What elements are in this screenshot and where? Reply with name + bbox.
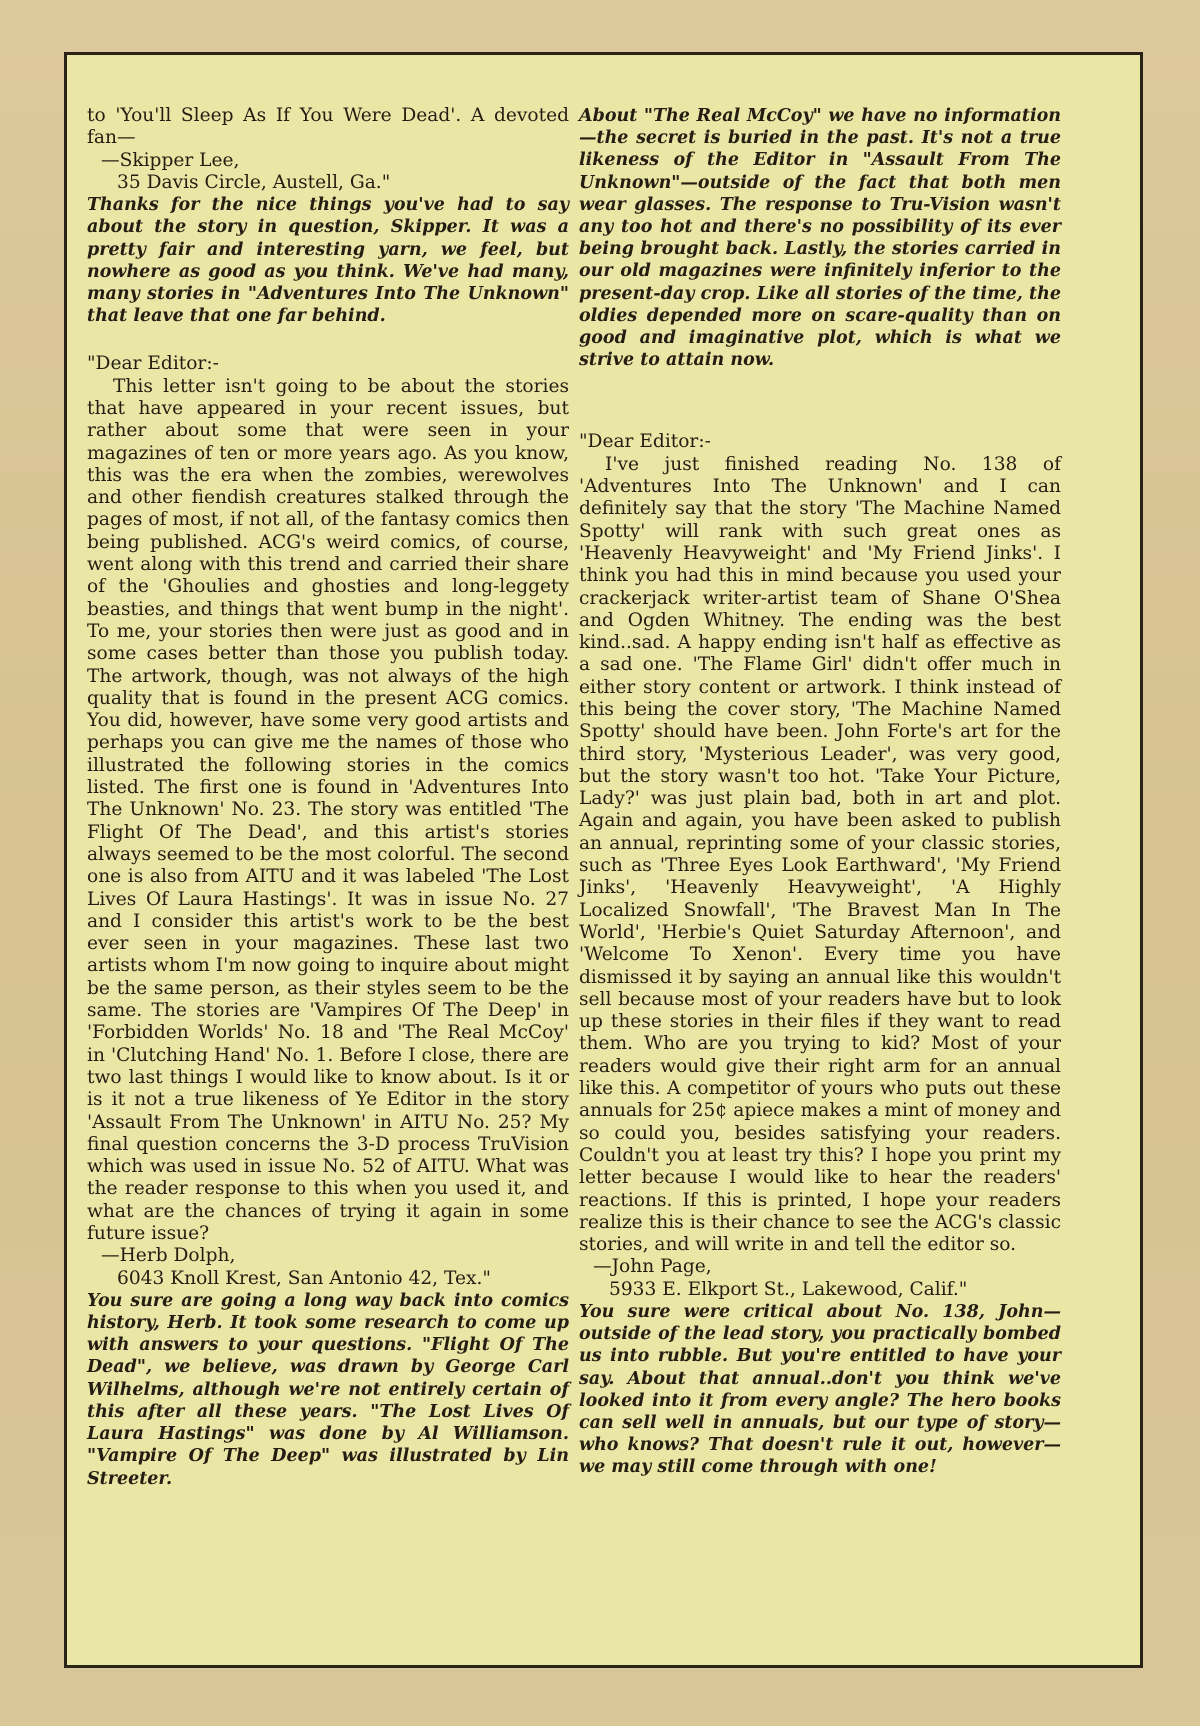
letter-signature: —Herb Dolph,	[101, 1245, 236, 1267]
letter-body: This letter isn't going to be about the stories that have appeared in your recent issues, but rather about some that were seen in your magazines of ten or more years ago. As you know, this was the era when the zombies, werewolves and other fiendish creatures stalked through the pages of most, if not all, of the fantasy comics then being published. ACG's weird comics, of course, went along with this trend and carried their share of the 'Ghoulies and ghosties and long-leggety beasties, and things that went bump in the night'. To me, your stories then were just as good and in some cases better than those you publish today. The artwork, though, was not always of the high quality that is found in the present ACG comics. You did, however, have some very good artists and perhaps you can give me the names of those who illustrated the following stories in the comics listed. The first one is found in 'Adventures Into The Unknown' No. 23. The story was entitled 'The Flight Of The Dead', and this artist's stories always seemed to be the most colorful. The second one is also from AITU and it was labeled 'The Lost Lives Of Laura Hastings'. It was in issue No. 27 and I consider this artist's work to be the best ever seen in your magazines. These last two artists whom I'm now going to inquire about might be the same person, as their styles seem to be the same. The stories are 'Vampires Of The Deep' in 'Forbidden Worlds' No. 18 and 'The Real McCoy' in 'Clutching Hand' No. 1. Before I close, there are two last things I would like to know about. Is it or is it not a true likeness of Ye Editor in the story 'Assault From The Unknown' in AITU No. 25? My final question concerns the 3-D process TruVision which was used in issue No. 52 of AITU. What was the reader response to this when you used it, and what are the chances of trying it again in some future issue?	[87, 375, 569, 1244]
editor-reply-continued: About "The Real McCoy" we have no information—the secret is buried in the past. It's not a true likeness of the Editor in "Assault From The Unknown"—outside of the fact that both men wear glasses. The response to Tru-Vision wasn't any too hot and there's no possibility of its ever being brought back. Lastly, the stories carried in our old magazines were infinitely inferior to the present-day crop. Like all stories of the time, the oldies depended more on scare-quality than on good and imaginative plot, which is what we strive to attain now.	[579, 106, 1061, 371]
letter-signature: —John Page,	[593, 1256, 712, 1278]
editor-reply: You sure were critical about No. 138, John—outside of the lead story, you practically bombed us into rubble. But you're entitled to have your say. About that annual..don't you think we've looked into it from every angle? The hero books can sell well in annuals, but our type of story—who knows? That doesn't rule it out, however—we may still come through with one!	[579, 1302, 1061, 1478]
letter-closing-text: to 'You'll Sleep As If You Were Dead'. A devoted fan—	[87, 105, 569, 149]
letter-signature: —Skipper Lee,	[101, 149, 240, 171]
letters-panel	[64, 52, 1143, 1668]
letter-address: 5933 E. Elkport St., Lakewood, Calif."	[609, 1278, 968, 1300]
letter-address: 6043 Knoll Krest, San Antonio 42, Tex."	[117, 1267, 491, 1289]
letter-address: 35 Davis Circle, Austell, Ga."	[117, 171, 391, 193]
letter-salutation: "Dear Editor:-	[579, 431, 711, 453]
letter-salutation: "Dear Editor:-	[87, 353, 219, 375]
letter-body: I've just finished reading No. 138 of 'Adventures Into The Unknown' and I can definitely say that the story 'The Machine Named Spotty' will rank with such great ones as 'Heavenly Heavyweight' and 'My Friend Jinks'. I think you had this in mind because you used your crackerjack writer-artist team of Shane O'Shea and Ogden Whitney. The ending was the best kind..sad. A happy ending isn't half as effective as a sad one. 'The Flame Girl' didn't offer much in either story content or artwork. I think instead of this being the cover story, 'The Machine Named Spotty' should have been. John Forte's art for the third story, 'Mysterious Leader', was very good, but the story wasn't too hot. 'Take Your Picture, Lady?' was just plain bad, both in art and plot. Again and again, you have been asked to publish an annual, reprinting some of your classic stories, such as 'Three Eyes Look Earthward', 'My Friend Jinks', 'Heavenly Heavyweight', 'A Highly Localized Snowfall', 'The Bravest Man In The World', 'Herbie's Quiet Saturday Afternoon', and 'Welcome To Xenon'. Every time you have dismissed it by saying an annual like this wouldn't sell because most of your readers have but to look up these stories in their files if they want to read them. Who are you trying to kid? Most of your readers would give their right arm for an annual like this. A competitor of yours who puts out these annuals for 25¢ apiece makes a mint of money and so could you, besides satisfying your readers. Couldn't you at least try this? I hope you print my letter because I would like to hear the readers' reactions. If this is printed, I hope your readers realize this is their chance to see the ACG's classic stories, and will write in and tell the editor so.	[579, 453, 1061, 1256]
left-column	[87, 105, 569, 1490]
editor-reply: Thanks for the nice things you've had to say about the story in question, Skipper. It was a pretty fair and interesting yarn, we feel, but nowhere as good as you think. We've had many, many stories in "Adventures Into The Unknown" that leave that one far behind.	[87, 195, 569, 327]
editor-reply: You sure are going a long way back into comics history, Herb. It took some research to come up with answers to your questions. "Flight Of The Dead", we believe, was drawn by George Carl Wilhelms, although we're not entirely certain of this after all these years. "The Lost Lives Of Laura Hastings" was done by Al Williamson. "Vampire Of The Deep" was illustrated by Lin Streeter.	[87, 1290, 569, 1489]
right-column	[579, 105, 1061, 1479]
spacer	[579, 371, 1061, 431]
